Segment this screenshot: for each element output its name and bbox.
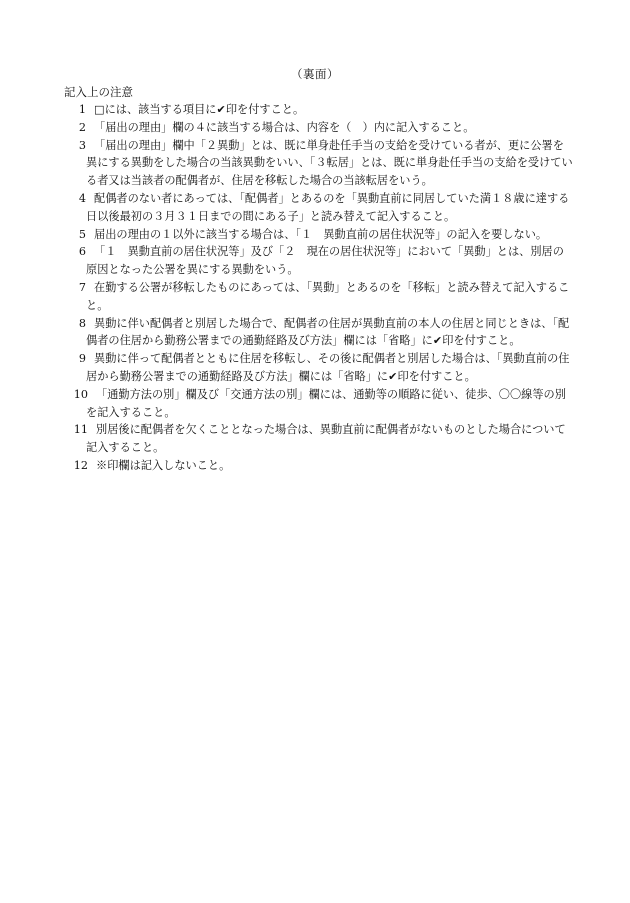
note-number: 10	[73, 387, 88, 401]
note-item	[64, 279, 574, 315]
note-number: 5	[78, 227, 86, 241]
note-item	[64, 315, 574, 351]
note-number: 3	[78, 138, 86, 152]
note-text: 「１ 異動直前の居住状況等」及び「２ 現在の居住状況等」において「異動」とは、別居の原因となった公署を異にする異動をいう。	[86, 245, 564, 277]
note-item	[64, 190, 574, 226]
note-number: 12	[73, 458, 88, 472]
note-item	[64, 350, 574, 386]
note-number: 6	[78, 245, 86, 259]
note-text: 「届出の理由」欄の４に該当する場合は、内容を（ ）内に記入すること。	[94, 120, 475, 134]
note-number: 8	[78, 316, 86, 330]
note-number: 1	[78, 103, 86, 116]
note-text: 「通勤方法の別」欄及び「交通方法の別」欄には、通勤等の順路に従い、徒歩、〇〇線等の別を記入すること。	[86, 387, 566, 419]
note-text: 配偶者のない者にあっては、「配偶者」とあるのを「異動直前に同居していた満１８歳に達する日以後最初の３月３１日までの間にある子」と読み替えて記入すること。	[86, 191, 570, 223]
note-item	[64, 101, 574, 119]
note-item	[64, 243, 574, 279]
section-heading: 記入上の注意	[64, 85, 133, 99]
note-number: 2	[78, 120, 86, 134]
note-number: 7	[78, 280, 86, 294]
note-number: 9	[78, 352, 86, 366]
note-text: 異動に伴って配偶者とともに住居を移転し、その後に配偶者と別居した場合は、「異動直前の住居から勤務公署までの通勤経路及び方法」欄には「省略」に✔印を付すこと。	[86, 352, 570, 383]
note-text: □には、該当する項目に✔印を付すこと。	[94, 103, 305, 116]
note-item	[64, 119, 574, 137]
note-text: 「届出の理由」欄中「２異動」とは、既に単身赴任手当の支給を受けている者が、更に公署を異にする異動をした場合の当該異動をいい、「３転居」とは、既に単身赴任手当の支給を受けている者又は当該者の配偶者が、住居を移転した場合の当該転居をいう。	[86, 138, 573, 188]
note-item	[64, 226, 574, 244]
note-text: ※印欄は記入しないこと。	[96, 458, 231, 472]
note-number: 4	[78, 191, 86, 205]
note-text: 在勤する公署が移転したものにあっては、「異動」とあるのを「移転」と読み替えて記入すること。	[86, 280, 570, 312]
note-number: 11	[73, 423, 88, 437]
note-item	[64, 137, 574, 190]
note-item	[64, 421, 574, 457]
notes-list	[64, 101, 574, 475]
note-text: 届出の理由の１以外に該当する場合は、「１ 異動直前の居住状況等」の記入を要しない。	[94, 227, 548, 241]
page-title: （裏面）	[291, 67, 339, 81]
note-item	[64, 457, 574, 475]
note-text: 異動に伴い配偶者と別居した場合で、配偶者の住居が異動直前の本人の住居と同じときは、「配偶者の住居から勤務公署までの通勤経路及び方法」欄には「省略」に✔印を付すこと。	[86, 316, 570, 348]
note-item	[64, 386, 574, 422]
note-text: 別居後に配偶者を欠くこととなった場合は、異動直前に配偶者がないものとした場合について記入すること。	[86, 423, 566, 455]
